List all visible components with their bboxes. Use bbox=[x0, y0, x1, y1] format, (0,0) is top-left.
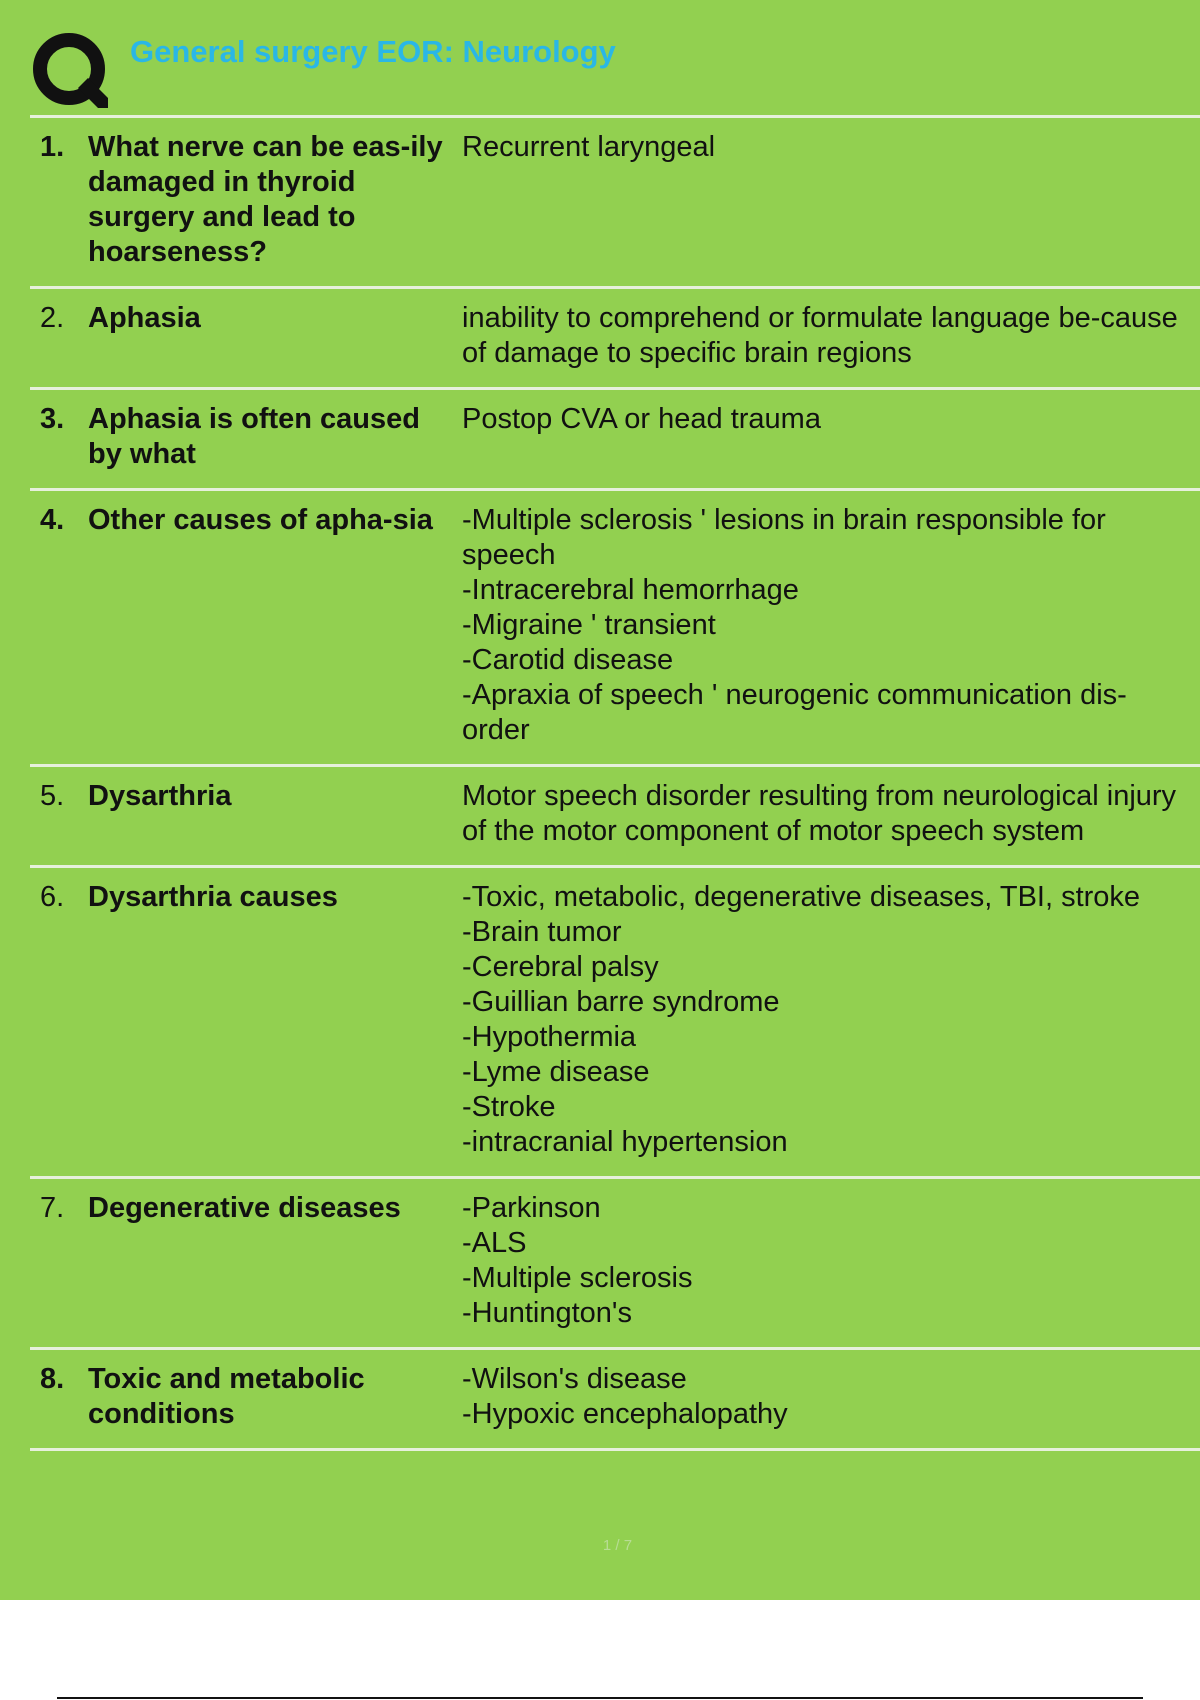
card-term: Dysarthria causes bbox=[88, 881, 338, 913]
card-definition bbox=[454, 1362, 1200, 1432]
flashcard-row bbox=[30, 118, 1200, 289]
flashcard-row bbox=[30, 767, 1200, 868]
deck-title: General surgery EOR: Neurology bbox=[130, 34, 616, 69]
card-definition bbox=[454, 880, 1200, 1160]
definition-line: -Hypoxic encephalopathy bbox=[462, 1398, 788, 1430]
card-term: Aphasia is often caused by what bbox=[88, 403, 420, 470]
flashcard-list bbox=[30, 115, 1200, 1451]
flashcard-row bbox=[30, 491, 1200, 767]
card-definition bbox=[454, 503, 1200, 748]
definition-line: -intracranial hypertension bbox=[462, 1126, 788, 1158]
definition-line: -Multiple sclerosis bbox=[462, 1262, 693, 1294]
card-term: Other causes of apha-sia bbox=[88, 504, 433, 536]
card-definition bbox=[454, 1191, 1200, 1331]
definition-line: -Brain tumor bbox=[462, 916, 622, 948]
page-indicator: 1 / 7 bbox=[602, 1537, 633, 1554]
definition-line: -Carotid disease bbox=[462, 644, 674, 676]
definition-line: -ALS bbox=[462, 1227, 527, 1259]
flashcard-row bbox=[30, 1179, 1200, 1350]
definition-line: -Multiple sclerosis ' lesions in brain responsible for speech bbox=[462, 504, 1106, 571]
definition-line: -Huntington's bbox=[462, 1297, 632, 1329]
card-definition bbox=[454, 130, 1200, 270]
card-number: 2. bbox=[40, 302, 65, 334]
card-definition bbox=[454, 301, 1200, 371]
bottom-divider bbox=[57, 1697, 1143, 1699]
page-header bbox=[30, 28, 1200, 116]
definition-line: Motor speech disorder resulting from neurological injury of the motor component of motor speech system bbox=[462, 780, 1177, 847]
definition-line: Postop CVA or head trauma bbox=[462, 403, 821, 435]
definition-line: -Lyme disease bbox=[462, 1056, 650, 1088]
definition-line: -Guillian barre syndrome bbox=[462, 986, 780, 1018]
flashcard-row bbox=[30, 1350, 1200, 1451]
card-term: Toxic and metabolic conditions bbox=[88, 1363, 365, 1430]
card-term: Degenerative diseases bbox=[88, 1192, 401, 1224]
card-definition bbox=[454, 402, 1200, 472]
definition-line: -Wilson's disease bbox=[462, 1363, 687, 1395]
definition-line: -Apraxia of speech ' neurogenic communication dis-order bbox=[462, 679, 1127, 746]
card-number: 3. bbox=[40, 403, 65, 435]
card-term: Dysarthria bbox=[88, 780, 232, 812]
card-number: 4. bbox=[40, 504, 65, 536]
flashcard-row bbox=[30, 868, 1200, 1179]
definition-line: -Toxic, metabolic, degenerative diseases, TBI, stroke bbox=[462, 881, 1141, 913]
card-number: 6. bbox=[40, 881, 65, 913]
card-number: 5. bbox=[40, 780, 65, 812]
definition-line: -Parkinson bbox=[462, 1192, 601, 1224]
flashcard-row bbox=[30, 390, 1200, 491]
definition-line: -Intracerebral hemorrhage bbox=[462, 574, 799, 606]
card-number: 8. bbox=[40, 1363, 65, 1395]
definition-line: -Migraine ' transient bbox=[462, 609, 716, 641]
definition-line: -Cerebral palsy bbox=[462, 951, 659, 983]
card-definition bbox=[454, 779, 1200, 849]
card-number: 7. bbox=[40, 1192, 65, 1224]
card-number: 1. bbox=[40, 131, 65, 163]
quizlet-q-icon bbox=[32, 32, 112, 112]
flashcard-row bbox=[30, 289, 1200, 390]
card-term: Aphasia bbox=[88, 302, 201, 334]
definition-line: inability to comprehend or formulate language be-cause of damage to specific brain regions bbox=[462, 302, 1178, 369]
definition-line: Recurrent laryngeal bbox=[462, 131, 716, 163]
card-term: What nerve can be eas-ily damaged in thyroid surgery and lead to hoarseness? bbox=[88, 131, 443, 268]
definition-line: -Stroke bbox=[462, 1091, 556, 1123]
definition-line: -Hypothermia bbox=[462, 1021, 637, 1053]
